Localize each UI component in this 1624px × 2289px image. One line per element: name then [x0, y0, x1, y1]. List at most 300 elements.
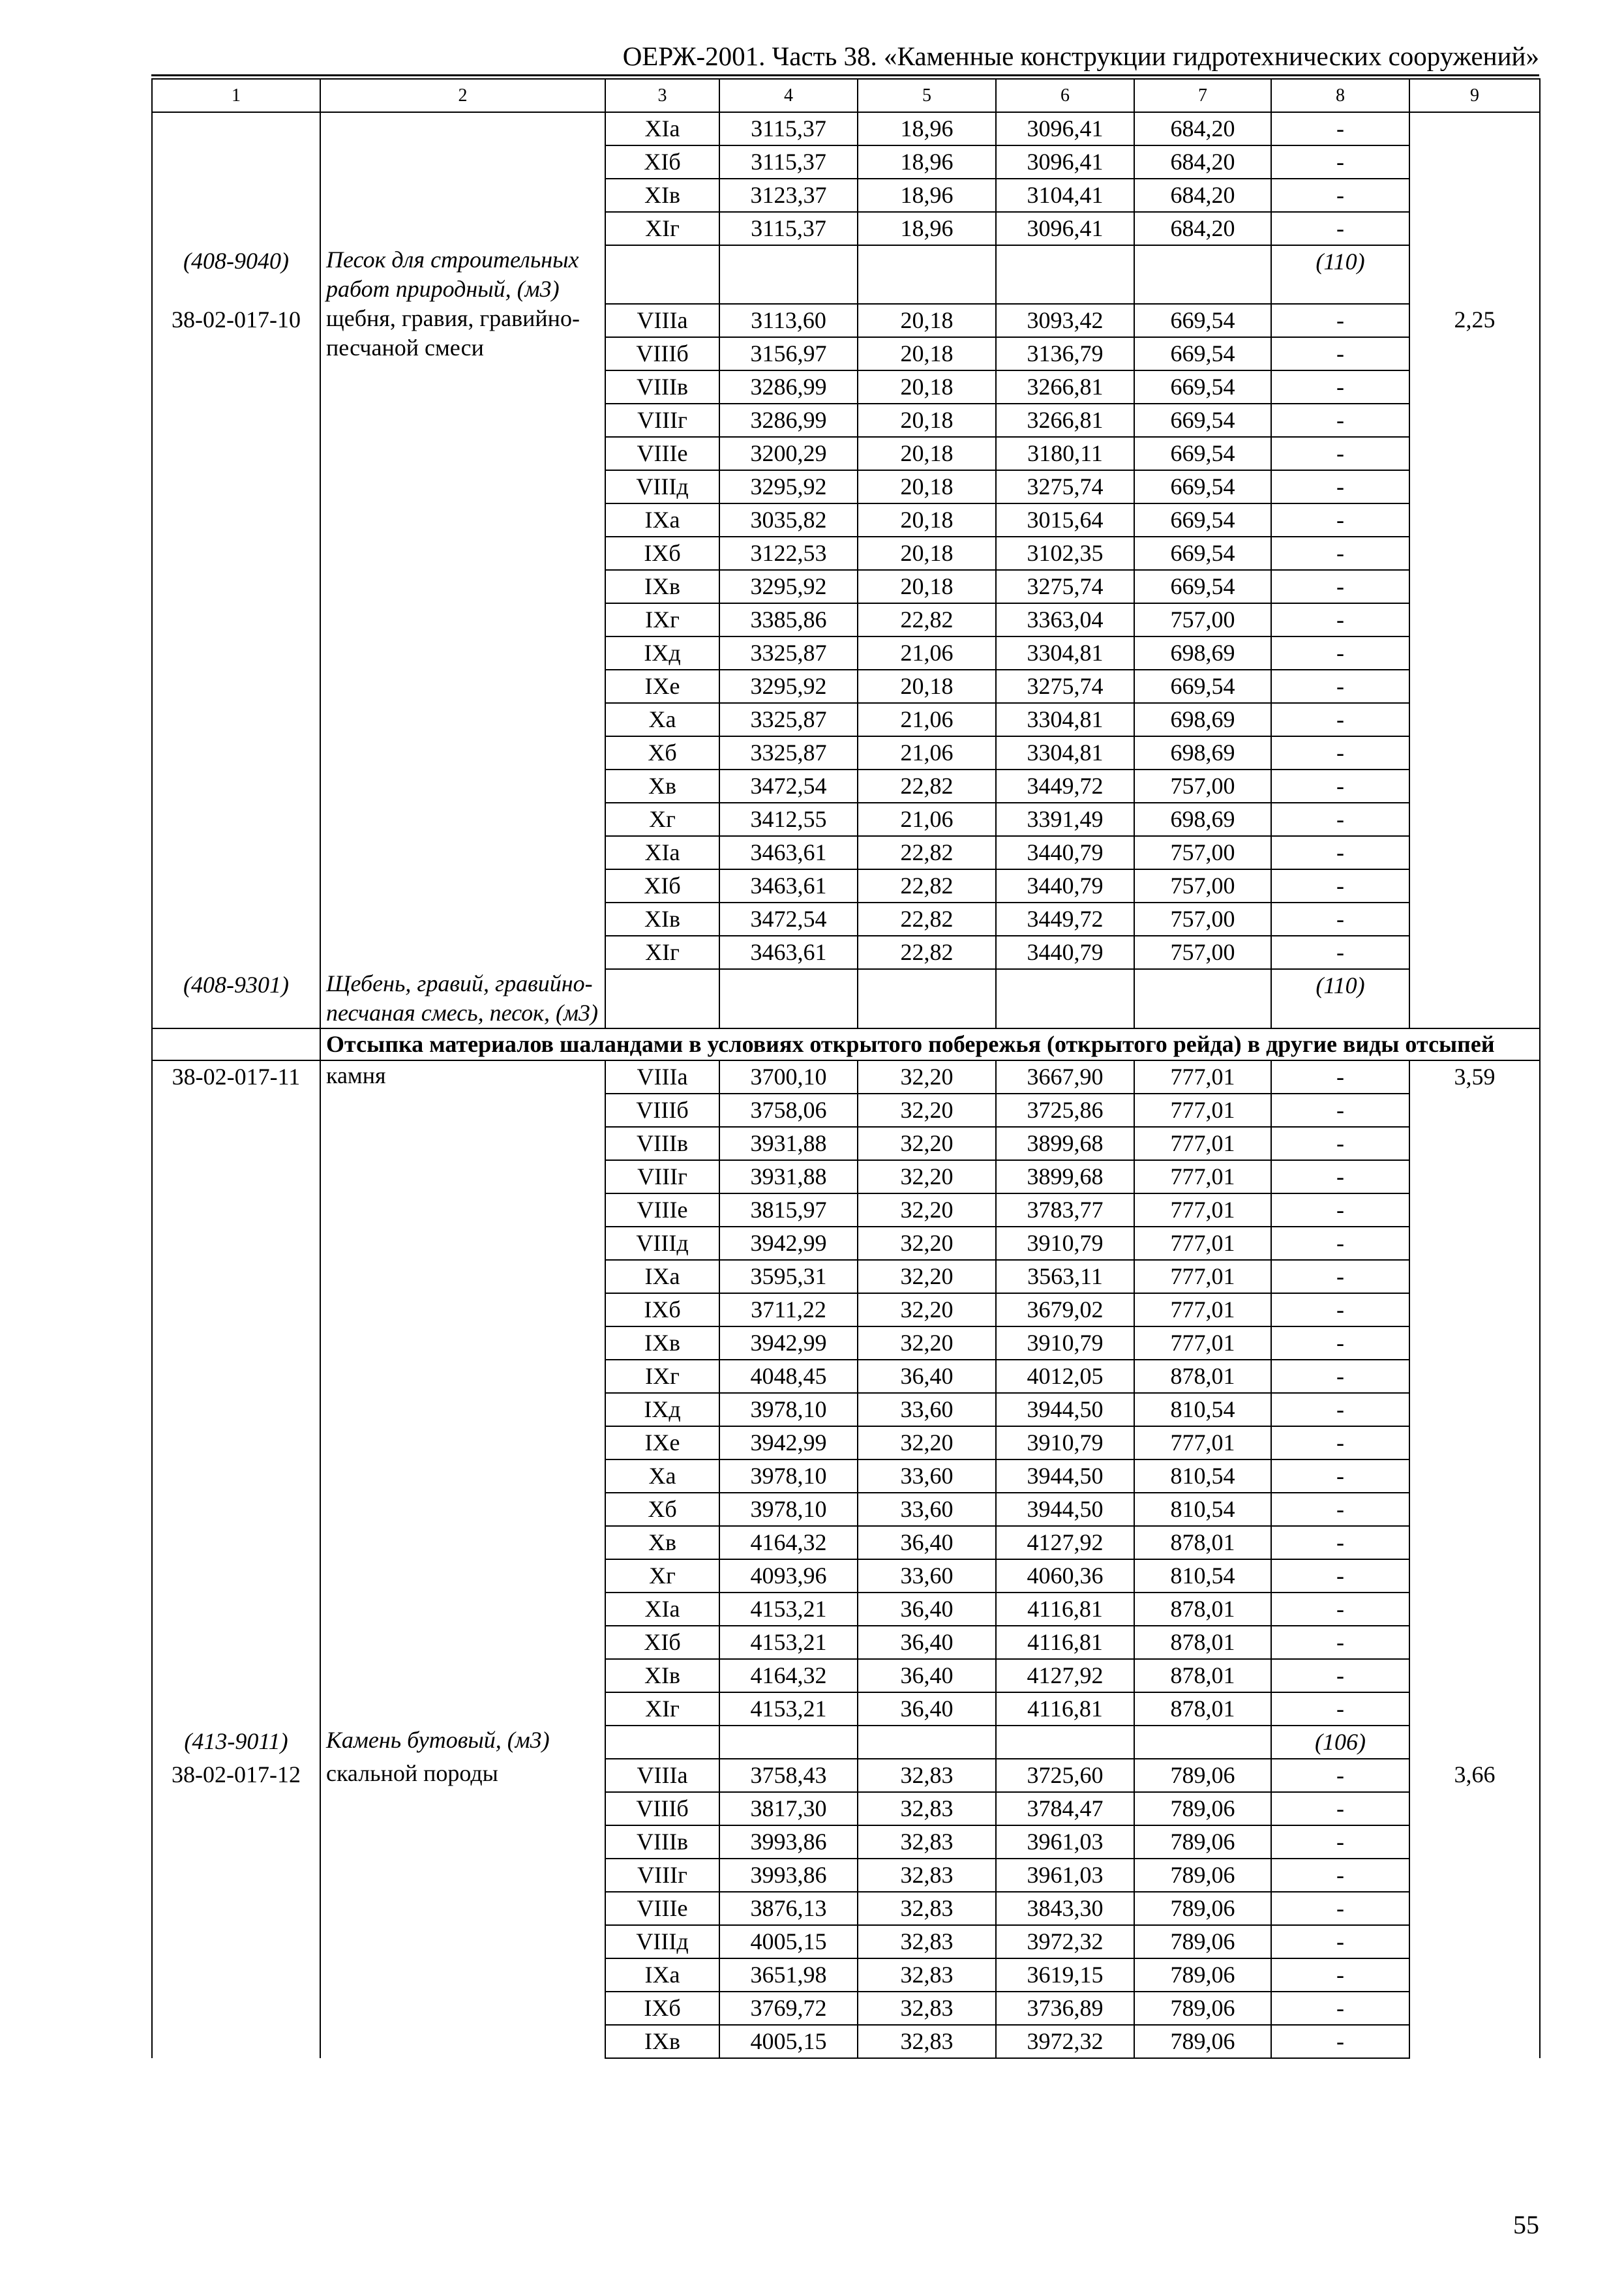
total-cost-cell: 3978,10 [719, 1393, 858, 1426]
wages-cell: 20,18 [858, 404, 996, 437]
driver-wages-cell: 777,01 [1134, 1094, 1271, 1127]
total-cost-cell: 4005,15 [719, 2025, 858, 2058]
total-cost-cell: 4164,32 [719, 1659, 858, 1692]
materials-cell: - [1271, 145, 1409, 179]
total-cost-cell: 3115,37 [719, 112, 858, 145]
column-number: 9 [1409, 79, 1540, 112]
materials-cell: - [1271, 1160, 1409, 1193]
driver-wages-cell: 777,01 [1134, 1260, 1271, 1293]
page-number: 55 [1513, 2210, 1539, 2239]
zone-cell: VIIIд [605, 1227, 719, 1260]
machines-cell: 3096,41 [996, 145, 1134, 179]
zone-cell: IXг [605, 603, 719, 636]
driver-wages-cell: 698,69 [1134, 736, 1271, 770]
total-cost-cell: 3758,43 [719, 1759, 858, 1792]
zone-cell: IXб [605, 1293, 719, 1326]
wages-cell: 21,06 [858, 736, 996, 770]
materials-cell: - [1271, 869, 1409, 903]
material-value: (106) [1271, 1726, 1409, 1759]
machines-cell: 4060,36 [996, 1559, 1134, 1593]
wages-cell: 18,96 [858, 145, 996, 179]
wages-cell: 32,83 [858, 1859, 996, 1892]
total-cost-cell: 3412,55 [719, 803, 858, 836]
material-empty-cell [719, 245, 858, 304]
wages-cell: 22,82 [858, 869, 996, 903]
table-row [152, 1060, 1540, 1094]
driver-wages-cell: 757,00 [1134, 936, 1271, 969]
driver-wages-cell: 789,06 [1134, 1825, 1271, 1859]
column-number: 2 [320, 79, 605, 112]
labor-cell [1409, 112, 1540, 304]
driver-wages-cell: 669,54 [1134, 337, 1271, 370]
wages-cell: 32,20 [858, 1293, 996, 1326]
driver-wages-cell: 669,54 [1134, 404, 1271, 437]
driver-wages-cell: 878,01 [1134, 1692, 1271, 1726]
column-number: 1 [152, 79, 320, 112]
machines-cell: 3304,81 [996, 636, 1134, 670]
materials-cell: - [1271, 337, 1409, 370]
wages-cell: 36,40 [858, 1692, 996, 1726]
zone-cell: VIIIг [605, 404, 719, 437]
zone-cell: IXа [605, 503, 719, 537]
machines-cell: 4116,81 [996, 1626, 1134, 1659]
machines-cell: 3563,11 [996, 1260, 1134, 1293]
machines-cell: 3843,30 [996, 1892, 1134, 1925]
driver-wages-cell: 669,54 [1134, 570, 1271, 603]
wages-cell: 32,83 [858, 2025, 996, 2058]
wages-cell: 21,06 [858, 803, 996, 836]
material-empty-cell [858, 1726, 996, 1759]
total-cost-cell: 3942,99 [719, 1326, 858, 1360]
materials-cell: - [1271, 179, 1409, 212]
total-cost-cell: 3286,99 [719, 404, 858, 437]
machines-cell: 3972,32 [996, 2025, 1134, 2058]
machines-cell: 3910,79 [996, 1326, 1134, 1360]
rate-name-cell [320, 1759, 605, 2058]
driver-wages-cell: 789,06 [1134, 1859, 1271, 1892]
rate-name-cell [320, 1060, 605, 1726]
zone-cell: VIIIв [605, 1825, 719, 1859]
wages-cell: 18,96 [858, 179, 996, 212]
wages-cell: 33,60 [858, 1559, 996, 1593]
driver-wages-cell: 698,69 [1134, 703, 1271, 736]
material-empty-cell [996, 969, 1134, 1028]
total-cost-cell: 3295,92 [719, 670, 858, 703]
total-cost-cell: 3815,97 [719, 1193, 858, 1227]
total-cost-cell: 3463,61 [719, 869, 858, 903]
driver-wages-cell: 757,00 [1134, 869, 1271, 903]
material-name: Щебень, гравий, гравийно-песчаная смесь, песок, (м3) [320, 969, 605, 1028]
rate-name-cell [320, 304, 605, 969]
wages-cell: 32,20 [858, 1227, 996, 1260]
driver-wages-cell: 684,20 [1134, 145, 1271, 179]
wages-cell: 20,18 [858, 670, 996, 703]
section-spacer [152, 1028, 320, 1060]
driver-wages-cell: 789,06 [1134, 1958, 1271, 1992]
column-number: 6 [996, 79, 1134, 112]
column-number: 7 [1134, 79, 1271, 112]
driver-wages-cell: 878,01 [1134, 1626, 1271, 1659]
material-code: (413-9011) [152, 1726, 320, 1759]
zone-cell: IXа [605, 1260, 719, 1293]
driver-wages-cell: 777,01 [1134, 1127, 1271, 1160]
machines-cell: 4127,92 [996, 1526, 1134, 1559]
driver-wages-cell: 810,54 [1134, 1493, 1271, 1526]
materials-cell: - [1271, 1659, 1409, 1692]
materials-cell: - [1271, 370, 1409, 404]
material-empty-cell [858, 245, 996, 304]
wages-cell: 20,18 [858, 503, 996, 537]
zone-cell: VIIIд [605, 470, 719, 503]
machines-cell: 3736,89 [996, 1992, 1134, 2025]
total-cost-cell: 3472,54 [719, 770, 858, 803]
materials-cell: - [1271, 670, 1409, 703]
driver-wages-cell: 757,00 [1134, 603, 1271, 636]
table-row [152, 304, 1540, 337]
zone-cell: VIIIе [605, 1892, 719, 1925]
materials-cell: - [1271, 1459, 1409, 1493]
wages-cell: 32,83 [858, 1759, 996, 1792]
zone-cell: XIг [605, 936, 719, 969]
zone-cell: XIб [605, 869, 719, 903]
driver-wages-cell: 777,01 [1134, 1060, 1271, 1094]
machines-cell: 3961,03 [996, 1825, 1134, 1859]
driver-wages-cell: 669,54 [1134, 670, 1271, 703]
wages-cell: 32,83 [858, 1925, 996, 1958]
material-empty-cell [605, 245, 719, 304]
driver-wages-cell: 698,69 [1134, 803, 1271, 836]
driver-wages-cell: 698,69 [1134, 636, 1271, 670]
material-name: Песок для строительных работ природный, (м3) [320, 245, 605, 304]
machines-cell: 4116,81 [996, 1593, 1134, 1626]
zone-cell: IXд [605, 1393, 719, 1426]
driver-wages-cell: 810,54 [1134, 1393, 1271, 1426]
machines-cell: 3725,60 [996, 1759, 1134, 1792]
table-row [152, 1759, 1540, 1792]
machines-cell: 3783,77 [996, 1193, 1134, 1227]
material-empty-cell [1134, 1726, 1271, 1759]
machines-cell: 3667,90 [996, 1060, 1134, 1094]
machines-cell: 3679,02 [996, 1293, 1134, 1326]
materials-cell: - [1271, 603, 1409, 636]
zone-cell: Xв [605, 1526, 719, 1559]
driver-wages-cell: 777,01 [1134, 1227, 1271, 1260]
materials-cell: - [1271, 1958, 1409, 1992]
zone-cell: VIIIв [605, 370, 719, 404]
wages-cell: 36,40 [858, 1659, 996, 1692]
materials-cell: - [1271, 703, 1409, 736]
machines-cell: 3449,72 [996, 770, 1134, 803]
driver-wages-cell: 669,54 [1134, 370, 1271, 404]
wages-cell: 32,20 [858, 1060, 996, 1094]
driver-wages-cell: 789,06 [1134, 2025, 1271, 2058]
zone-cell: VIIIб [605, 337, 719, 370]
zone-cell: VIIIв [605, 1127, 719, 1160]
machines-cell: 3449,72 [996, 903, 1134, 936]
total-cost-cell: 3472,54 [719, 903, 858, 936]
zone-cell: XIв [605, 179, 719, 212]
total-cost-cell: 4153,21 [719, 1692, 858, 1726]
total-cost-cell: 3463,61 [719, 936, 858, 969]
total-cost-cell: 4093,96 [719, 1559, 858, 1593]
wages-cell: 20,18 [858, 437, 996, 470]
driver-wages-cell: 669,54 [1134, 470, 1271, 503]
driver-wages-cell: 757,00 [1134, 836, 1271, 869]
section-title: Отсыпка материалов шаландами в условиях открытого побережья (открытого рейда) в другие виды отсыпей [320, 1028, 1540, 1060]
material-row [152, 1726, 1540, 1759]
rate-code: 38-02-017-10 [172, 307, 301, 333]
machines-cell: 3899,68 [996, 1127, 1134, 1160]
driver-wages-cell: 777,01 [1134, 1160, 1271, 1193]
machines-cell: 3275,74 [996, 670, 1134, 703]
total-cost-cell: 3595,31 [719, 1260, 858, 1293]
wages-cell: 20,18 [858, 370, 996, 404]
total-cost-cell: 4005,15 [719, 1925, 858, 1958]
materials-cell: - [1271, 736, 1409, 770]
wages-cell: 22,82 [858, 903, 996, 936]
zone-cell: Xв [605, 770, 719, 803]
total-cost-cell: 3711,22 [719, 1293, 858, 1326]
zone-cell: VIIIд [605, 1925, 719, 1958]
zone-cell: XIб [605, 145, 719, 179]
driver-wages-cell: 789,06 [1134, 1892, 1271, 1925]
total-cost-cell: 4153,21 [719, 1593, 858, 1626]
driver-wages-cell: 669,54 [1134, 437, 1271, 470]
materials-cell: - [1271, 803, 1409, 836]
total-cost-cell: 3035,82 [719, 503, 858, 537]
zone-cell: IXб [605, 1992, 719, 2025]
wages-cell: 20,18 [858, 570, 996, 603]
machines-cell: 3899,68 [996, 1160, 1134, 1193]
zone-cell: IXв [605, 1326, 719, 1360]
total-cost-cell: 3385,86 [719, 603, 858, 636]
materials-cell: - [1271, 836, 1409, 869]
zone-cell: Xа [605, 703, 719, 736]
total-cost-cell: 3156,97 [719, 337, 858, 370]
machines-cell: 3275,74 [996, 570, 1134, 603]
materials-cell: - [1271, 1293, 1409, 1326]
machines-cell: 3096,41 [996, 112, 1134, 145]
wages-cell: 32,20 [858, 1260, 996, 1293]
wages-cell: 20,18 [858, 470, 996, 503]
materials-cell: - [1271, 1426, 1409, 1459]
page-header: ОЕРЖ-2001. Часть 38. «Каменные конструкции гидротехнических сооружений» [622, 41, 1539, 71]
machines-cell: 3266,81 [996, 370, 1134, 404]
driver-wages-cell: 757,00 [1134, 903, 1271, 936]
materials-cell: - [1271, 770, 1409, 803]
zone-cell: VIIIа [605, 304, 719, 337]
machines-cell: 3910,79 [996, 1227, 1134, 1260]
total-cost-cell: 3993,86 [719, 1859, 858, 1892]
materials-cell: - [1271, 1260, 1409, 1293]
materials-cell: - [1271, 636, 1409, 670]
machines-cell: 3440,79 [996, 936, 1134, 969]
driver-wages-cell: 684,20 [1134, 179, 1271, 212]
driver-wages-cell: 684,20 [1134, 212, 1271, 245]
driver-wages-cell: 789,06 [1134, 1792, 1271, 1825]
total-cost-cell: 4153,21 [719, 1626, 858, 1659]
material-code: (408-9040) [152, 245, 320, 304]
total-cost-cell: 3978,10 [719, 1459, 858, 1493]
material-empty-cell [1134, 969, 1271, 1028]
wages-cell: 32,20 [858, 1426, 996, 1459]
wages-cell: 32,83 [858, 1958, 996, 1992]
materials-cell: - [1271, 1759, 1409, 1792]
total-cost-cell: 3325,87 [719, 636, 858, 670]
wages-cell: 32,83 [858, 1825, 996, 1859]
machines-cell: 3725,86 [996, 1094, 1134, 1127]
materials-cell: - [1271, 304, 1409, 337]
rate-code: 38-02-017-12 [172, 1761, 301, 1788]
total-cost-cell: 3325,87 [719, 703, 858, 736]
driver-wages-cell: 777,01 [1134, 1293, 1271, 1326]
material-empty-cell [858, 969, 996, 1028]
total-cost-cell: 4048,45 [719, 1360, 858, 1393]
materials-cell: - [1271, 1526, 1409, 1559]
materials-cell: - [1271, 1825, 1409, 1859]
total-cost-cell: 3978,10 [719, 1493, 858, 1526]
materials-cell: - [1271, 1094, 1409, 1127]
zone-cell: XIа [605, 836, 719, 869]
wages-cell: 33,60 [858, 1393, 996, 1426]
material-empty-cell [719, 969, 858, 1028]
driver-wages-cell: 669,54 [1134, 503, 1271, 537]
driver-wages-cell: 789,06 [1134, 1925, 1271, 1958]
materials-cell: - [1271, 1925, 1409, 1958]
driver-wages-cell: 669,54 [1134, 537, 1271, 570]
zone-cell: Xг [605, 1559, 719, 1593]
zone-cell: IXг [605, 1360, 719, 1393]
material-empty-cell [996, 245, 1134, 304]
driver-wages-cell: 777,01 [1134, 1193, 1271, 1227]
materials-cell: - [1271, 1360, 1409, 1393]
materials-cell: - [1271, 470, 1409, 503]
wages-cell: 36,40 [858, 1360, 996, 1393]
total-cost-cell: 3122,53 [719, 537, 858, 570]
machines-cell: 3619,15 [996, 1958, 1134, 1992]
machines-cell: 3304,81 [996, 736, 1134, 770]
wages-cell: 32,83 [858, 1792, 996, 1825]
wages-cell: 22,82 [858, 936, 996, 969]
driver-wages-cell: 789,06 [1134, 1759, 1271, 1792]
material-value: (110) [1271, 245, 1409, 304]
total-cost-cell: 3700,10 [719, 1060, 858, 1094]
wages-cell: 36,40 [858, 1593, 996, 1626]
materials-cell: - [1271, 570, 1409, 603]
materials-cell: - [1271, 1393, 1409, 1426]
materials-cell: - [1271, 1193, 1409, 1227]
total-cost-cell: 3463,61 [719, 836, 858, 869]
column-number-row [152, 79, 1540, 112]
materials-cell: - [1271, 936, 1409, 969]
zone-cell: VIIIа [605, 1759, 719, 1792]
wages-cell: 33,60 [858, 1459, 996, 1493]
machines-cell: 3015,64 [996, 503, 1134, 537]
rate-name: камня [326, 1062, 386, 1088]
material-empty-cell [996, 1726, 1134, 1759]
wages-cell: 32,20 [858, 1127, 996, 1160]
zone-cell: IXд [605, 636, 719, 670]
section-row [152, 1028, 1540, 1060]
zone-cell: XIг [605, 1692, 719, 1726]
machines-cell: 3363,04 [996, 603, 1134, 636]
table-body [152, 79, 1540, 2058]
zone-cell: VIIIа [605, 1060, 719, 1094]
materials-cell: - [1271, 1992, 1409, 2025]
driver-wages-cell: 777,01 [1134, 1426, 1271, 1459]
materials-cell: - [1271, 1859, 1409, 1892]
total-cost-cell: 3993,86 [719, 1825, 858, 1859]
materials-cell: - [1271, 1593, 1409, 1626]
zone-cell: IXв [605, 2025, 719, 2058]
wages-cell: 32,20 [858, 1326, 996, 1360]
wages-cell: 32,20 [858, 1094, 996, 1127]
zone-cell: Xа [605, 1459, 719, 1493]
driver-wages-cell: 878,01 [1134, 1360, 1271, 1393]
zone-cell: IXа [605, 1958, 719, 1992]
total-cost-cell: 3200,29 [719, 437, 858, 470]
machines-cell: 3266,81 [996, 404, 1134, 437]
total-cost-cell: 3942,99 [719, 1227, 858, 1260]
driver-wages-cell: 789,06 [1134, 1992, 1271, 2025]
wages-cell: 18,96 [858, 112, 996, 145]
total-cost-cell: 3113,60 [719, 304, 858, 337]
total-cost-cell: 3931,88 [719, 1127, 858, 1160]
machines-cell: 3961,03 [996, 1859, 1134, 1892]
wages-cell: 21,06 [858, 636, 996, 670]
wages-cell: 32,83 [858, 1892, 996, 1925]
driver-wages-cell: 757,00 [1134, 770, 1271, 803]
machines-cell: 4127,92 [996, 1659, 1134, 1692]
column-number: 4 [719, 79, 858, 112]
machines-cell: 3910,79 [996, 1426, 1134, 1459]
zone-cell: IXв [605, 570, 719, 603]
machines-cell: 3275,74 [996, 470, 1134, 503]
materials-cell: - [1271, 112, 1409, 145]
material-name: Камень бутовый, (м3) [320, 1726, 605, 1759]
driver-wages-cell: 878,01 [1134, 1659, 1271, 1692]
rates-table [151, 78, 1541, 2059]
total-cost-cell: 3876,13 [719, 1892, 858, 1925]
materials-cell: - [1271, 1892, 1409, 1925]
total-cost-cell: 3295,92 [719, 470, 858, 503]
machines-cell: 3944,50 [996, 1493, 1134, 1526]
materials-cell: - [1271, 1060, 1409, 1094]
zone-cell: XIг [605, 212, 719, 245]
materials-cell: - [1271, 212, 1409, 245]
machines-cell: 3972,32 [996, 1925, 1134, 1958]
machines-cell: 3440,79 [996, 836, 1134, 869]
materials-cell: - [1271, 1127, 1409, 1160]
zone-cell: Xб [605, 1493, 719, 1526]
rate-code-cell [152, 1759, 320, 2058]
wages-cell: 32,20 [858, 1160, 996, 1193]
total-cost-cell: 3325,87 [719, 736, 858, 770]
header-rule [151, 74, 1539, 76]
wages-cell: 22,82 [858, 836, 996, 869]
materials-cell: - [1271, 1227, 1409, 1260]
total-cost-cell: 3115,37 [719, 145, 858, 179]
machines-cell: 3102,35 [996, 537, 1134, 570]
wages-cell: 22,82 [858, 770, 996, 803]
driver-wages-cell: 878,01 [1134, 1593, 1271, 1626]
materials-cell: - [1271, 1326, 1409, 1360]
wages-cell: 32,83 [858, 1992, 996, 2025]
machines-cell: 3944,50 [996, 1459, 1134, 1493]
materials-cell: - [1271, 1692, 1409, 1726]
rate-name: скальной породы [326, 1760, 498, 1786]
zone-cell: XIа [605, 1593, 719, 1626]
